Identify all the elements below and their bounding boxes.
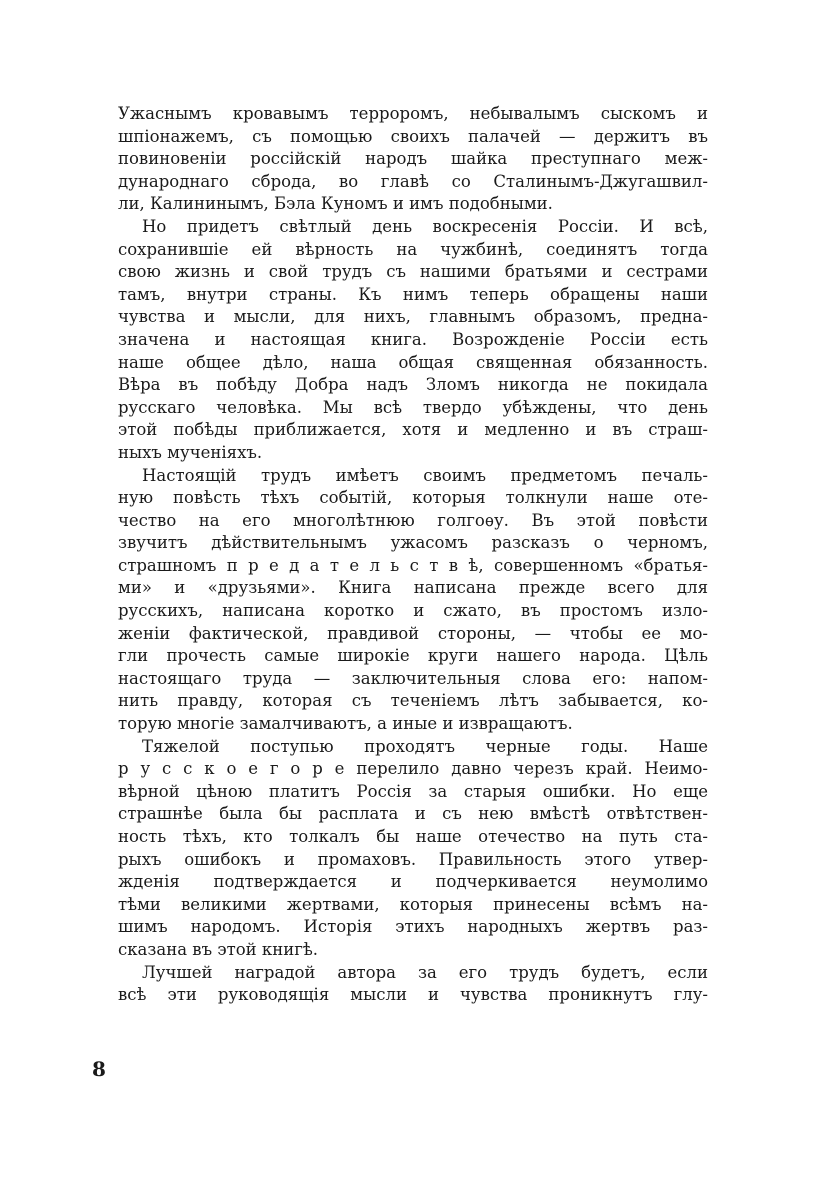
- text-line: шимъ народомъ. Исторія этихъ народныхъ жертвъ раз-: [118, 917, 708, 937]
- text-line: Настоящій трудъ имѣетъ своимъ предметомъ печаль-: [142, 465, 708, 485]
- text-line: шпіонажемъ, съ помощью своихъ палачей — держитъ въ: [118, 126, 708, 146]
- body-text: [118, 103, 708, 1007]
- text-line: значена и настоящая книга. Возрожденіе Россіи есть: [118, 329, 708, 349]
- text-line: ность тѣхъ, кто толкалъ бы наше отечество на путь ста-: [118, 827, 708, 846]
- text-line: жденія подтверждается и подчеркивается неумолимо: [118, 872, 708, 892]
- text-line: всѣ эти руководящія мысли и чувства проникнутъ глу-: [118, 985, 708, 1005]
- text-line: ную повѣсть тѣхъ событій, которыя толкнули наше оте-: [118, 488, 708, 508]
- text-line: сохранившіе ей вѣрность на чужбинѣ, соединятъ тогда: [118, 239, 708, 259]
- text-line: женіи фактической, правдивой стороны, — чтобы ее мо-: [118, 623, 708, 643]
- text-line: ми» и «друзьями». Книга написана прежде всего для: [118, 578, 708, 598]
- text-line: страшнѣе была бы расплата и съ нею вмѣстѣ отвѣтствен-: [118, 804, 708, 824]
- text-line: наше общее дѣло, наша общая священная обязанность.: [118, 352, 708, 372]
- text-line: русскихъ, написана коротко и сжато, въ простомъ изло-: [118, 601, 708, 621]
- text-line: нить правду, которая съ теченіемъ лѣтъ забывается, ко-: [118, 691, 708, 711]
- text-line: р у с с к о е г о р е перелило давно черезъ край. Неимо-: [118, 759, 708, 779]
- text-line: тѣми великими жертвами, которыя принесены всѣмъ на-: [118, 894, 708, 914]
- text-line: дународнаго сброда, во главѣ со Сталинымъ-Джугашвил-: [118, 171, 708, 191]
- text-line: звучитъ дѣйствительнымъ ужасомъ разсказъ о черномъ,: [118, 533, 708, 553]
- paragraph-4: [118, 736, 708, 962]
- text-line: страшномъ п р е д а т е л ь с т в ѣ, совершенномъ «братья-: [118, 555, 708, 575]
- text-line: Тяжелой поступью проходятъ черные годы. Наше: [142, 736, 708, 756]
- paragraph-5: [118, 962, 708, 1007]
- text-line: этой побѣды приближается, хотя и медленно и въ страш-: [118, 420, 708, 440]
- text-line: вѣрной цѣною платитъ Россія за старыя ошибки. Но еще: [118, 781, 708, 801]
- text-line: чувства и мысли, для нихъ, главнымъ образомъ, предна-: [118, 307, 708, 327]
- text-line: рыхъ ошибокъ и промаховъ. Правильность этого утвер-: [118, 849, 708, 869]
- text-line: Вѣра въ побѣду Добра надъ Зломъ никогда не покидала: [118, 375, 708, 395]
- text-line: чество на его многолѣтнюю голгоѳу. Въ этой повѣсти: [118, 510, 708, 530]
- paragraph-2: [118, 216, 708, 465]
- text-line: тамъ, внутри страны. Къ нимъ теперь обращены наши: [118, 284, 708, 304]
- text-line: свою жизнь и свой трудъ съ нашими братьями и сестрами: [118, 262, 708, 282]
- text-line: Лучшей наградой автора за его трудъ будетъ, если: [142, 962, 708, 982]
- page-number: 8: [92, 1057, 106, 1081]
- text-line: ли, Калининымъ, Бэла Куномъ и имъ подобными.: [118, 194, 553, 214]
- paragraph-1: [118, 103, 708, 216]
- text-line: гли прочесть самые широкіе круги нашего народа. Цѣль: [118, 646, 708, 666]
- text-line: сказана въ этой книгѣ.: [118, 939, 319, 959]
- text-line: повиновеніи россійскій народъ шайка преступнаго меж-: [118, 149, 708, 169]
- text-line: русскаго человѣка. Мы всѣ твердо убѣждены, что день: [118, 397, 708, 417]
- text-line: Но придетъ свѣтлый день воскресенія Россіи. И всѣ,: [142, 216, 708, 236]
- text-line: торую многіе замалчиваютъ, а иные и извращаютъ.: [118, 714, 573, 734]
- paragraph-3: [118, 465, 708, 736]
- text-line: Ужаснымъ кровавымъ терроромъ, небывалымъ сыскомъ и: [118, 104, 708, 123]
- text-line: настоящаго труда — заключительныя слова его: напом-: [118, 668, 708, 688]
- text-line: ныхъ мученіяхъ.: [118, 442, 263, 462]
